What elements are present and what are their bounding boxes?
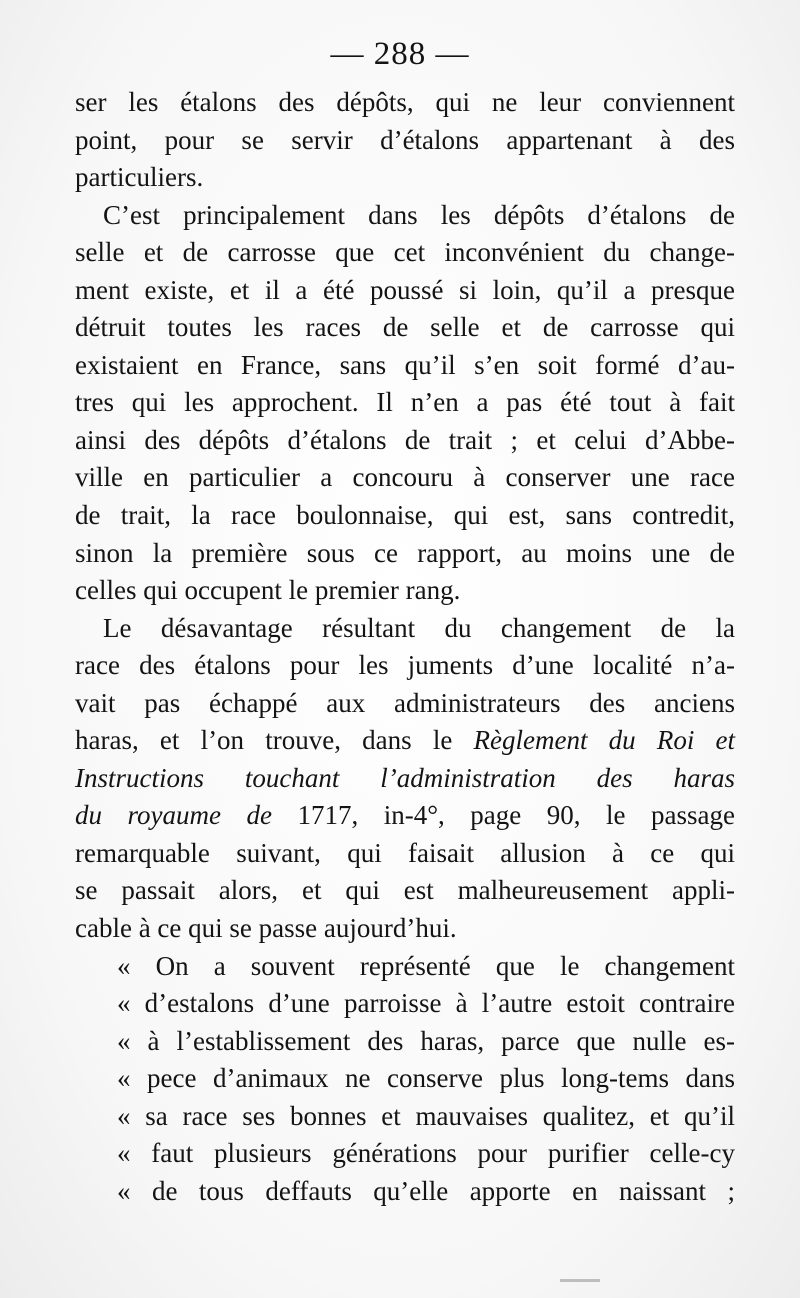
text-line: de trait, la race boulonnaise, qui est, sans contredit, [75,500,735,531]
text-roman: 1717, in-4°, page 90, le passage [297,800,735,831]
quote-line: « sa race ses bonnes et mauvaises qualitez, et qu’il [117,1100,735,1131]
quote-line: « On a souvent représenté que le changement [117,950,735,981]
paragraph-start-line: C’est principalement dans les dépôts d’étalons de [103,199,735,230]
text-line: ville en particulier a concouru à conserver une race [75,462,735,493]
paragraph-start-line: Le désavantage résultant du changement de la [103,612,735,643]
quote-line: « d’estalons d’une parroisse à l’autre estoit contraire [117,988,735,1019]
text-line: remarquable suivant, qui faisait allusion à ce qui [75,837,735,868]
text-line: vait pas échappé aux administrateurs des anciens [75,687,735,718]
quote-line: « à l’establissement des haras, parce que nulle es- [117,1025,735,1056]
text-line: particuliers. [75,162,204,193]
text-line: race des étalons pour les juments d’une localité n’a- [75,650,735,681]
title-italic: Règlement du Roi et [473,725,735,756]
text-line-mixed [75,722,735,760]
page-edge-mark [560,1279,600,1282]
text-line: cable à ce qui se passe aujourd’hui. [75,913,457,944]
quote-line: « faut plusieurs générations pour purifier celle-cy [117,1138,735,1169]
text-line: se passait alors, et qui est malheureusement appli- [75,875,735,906]
title-italic-line: Instructions touchant l’administration des haras [75,762,735,793]
text-line: point, pour se servir d’étalons appartenant à des [75,124,735,155]
text-line: détruit toutes les races de selle et de carrosse qui [75,312,735,343]
text-roman: haras, et l’on trouve, dans le [75,725,453,756]
text-line: ment existe, et il a été poussé si loin, qu’il a presque [75,274,735,305]
quote-line: « de tous deffauts qu’elle apporte en naissant ; [117,1175,735,1206]
text-line: tres qui les approchent. Il n’en a pas été tout à fait [75,387,735,418]
text-line: sinon la première sous ce rapport, au moins une de [75,537,735,568]
text-line-mixed [75,797,735,835]
text-line: selle et de carrosse que cet inconvénient du change- [75,237,735,268]
text-line: celles qui occupent le premier rang. [75,575,461,606]
text-line: existaient en France, sans qu’il s’en soit formé d’au- [75,349,735,380]
body-text [75,84,735,1210]
text-line: ser les étalons des dépôts, qui ne leur conviennent [75,87,735,117]
text-line: ainsi des dépôts d’étalons de trait ; et celui d’Abbe- [75,424,735,455]
title-italic: du royaume de [75,800,272,831]
quote-line: « pece d’animaux ne conserve plus long-tems dans [117,1063,735,1094]
page-number: — 288 — [330,36,470,72]
